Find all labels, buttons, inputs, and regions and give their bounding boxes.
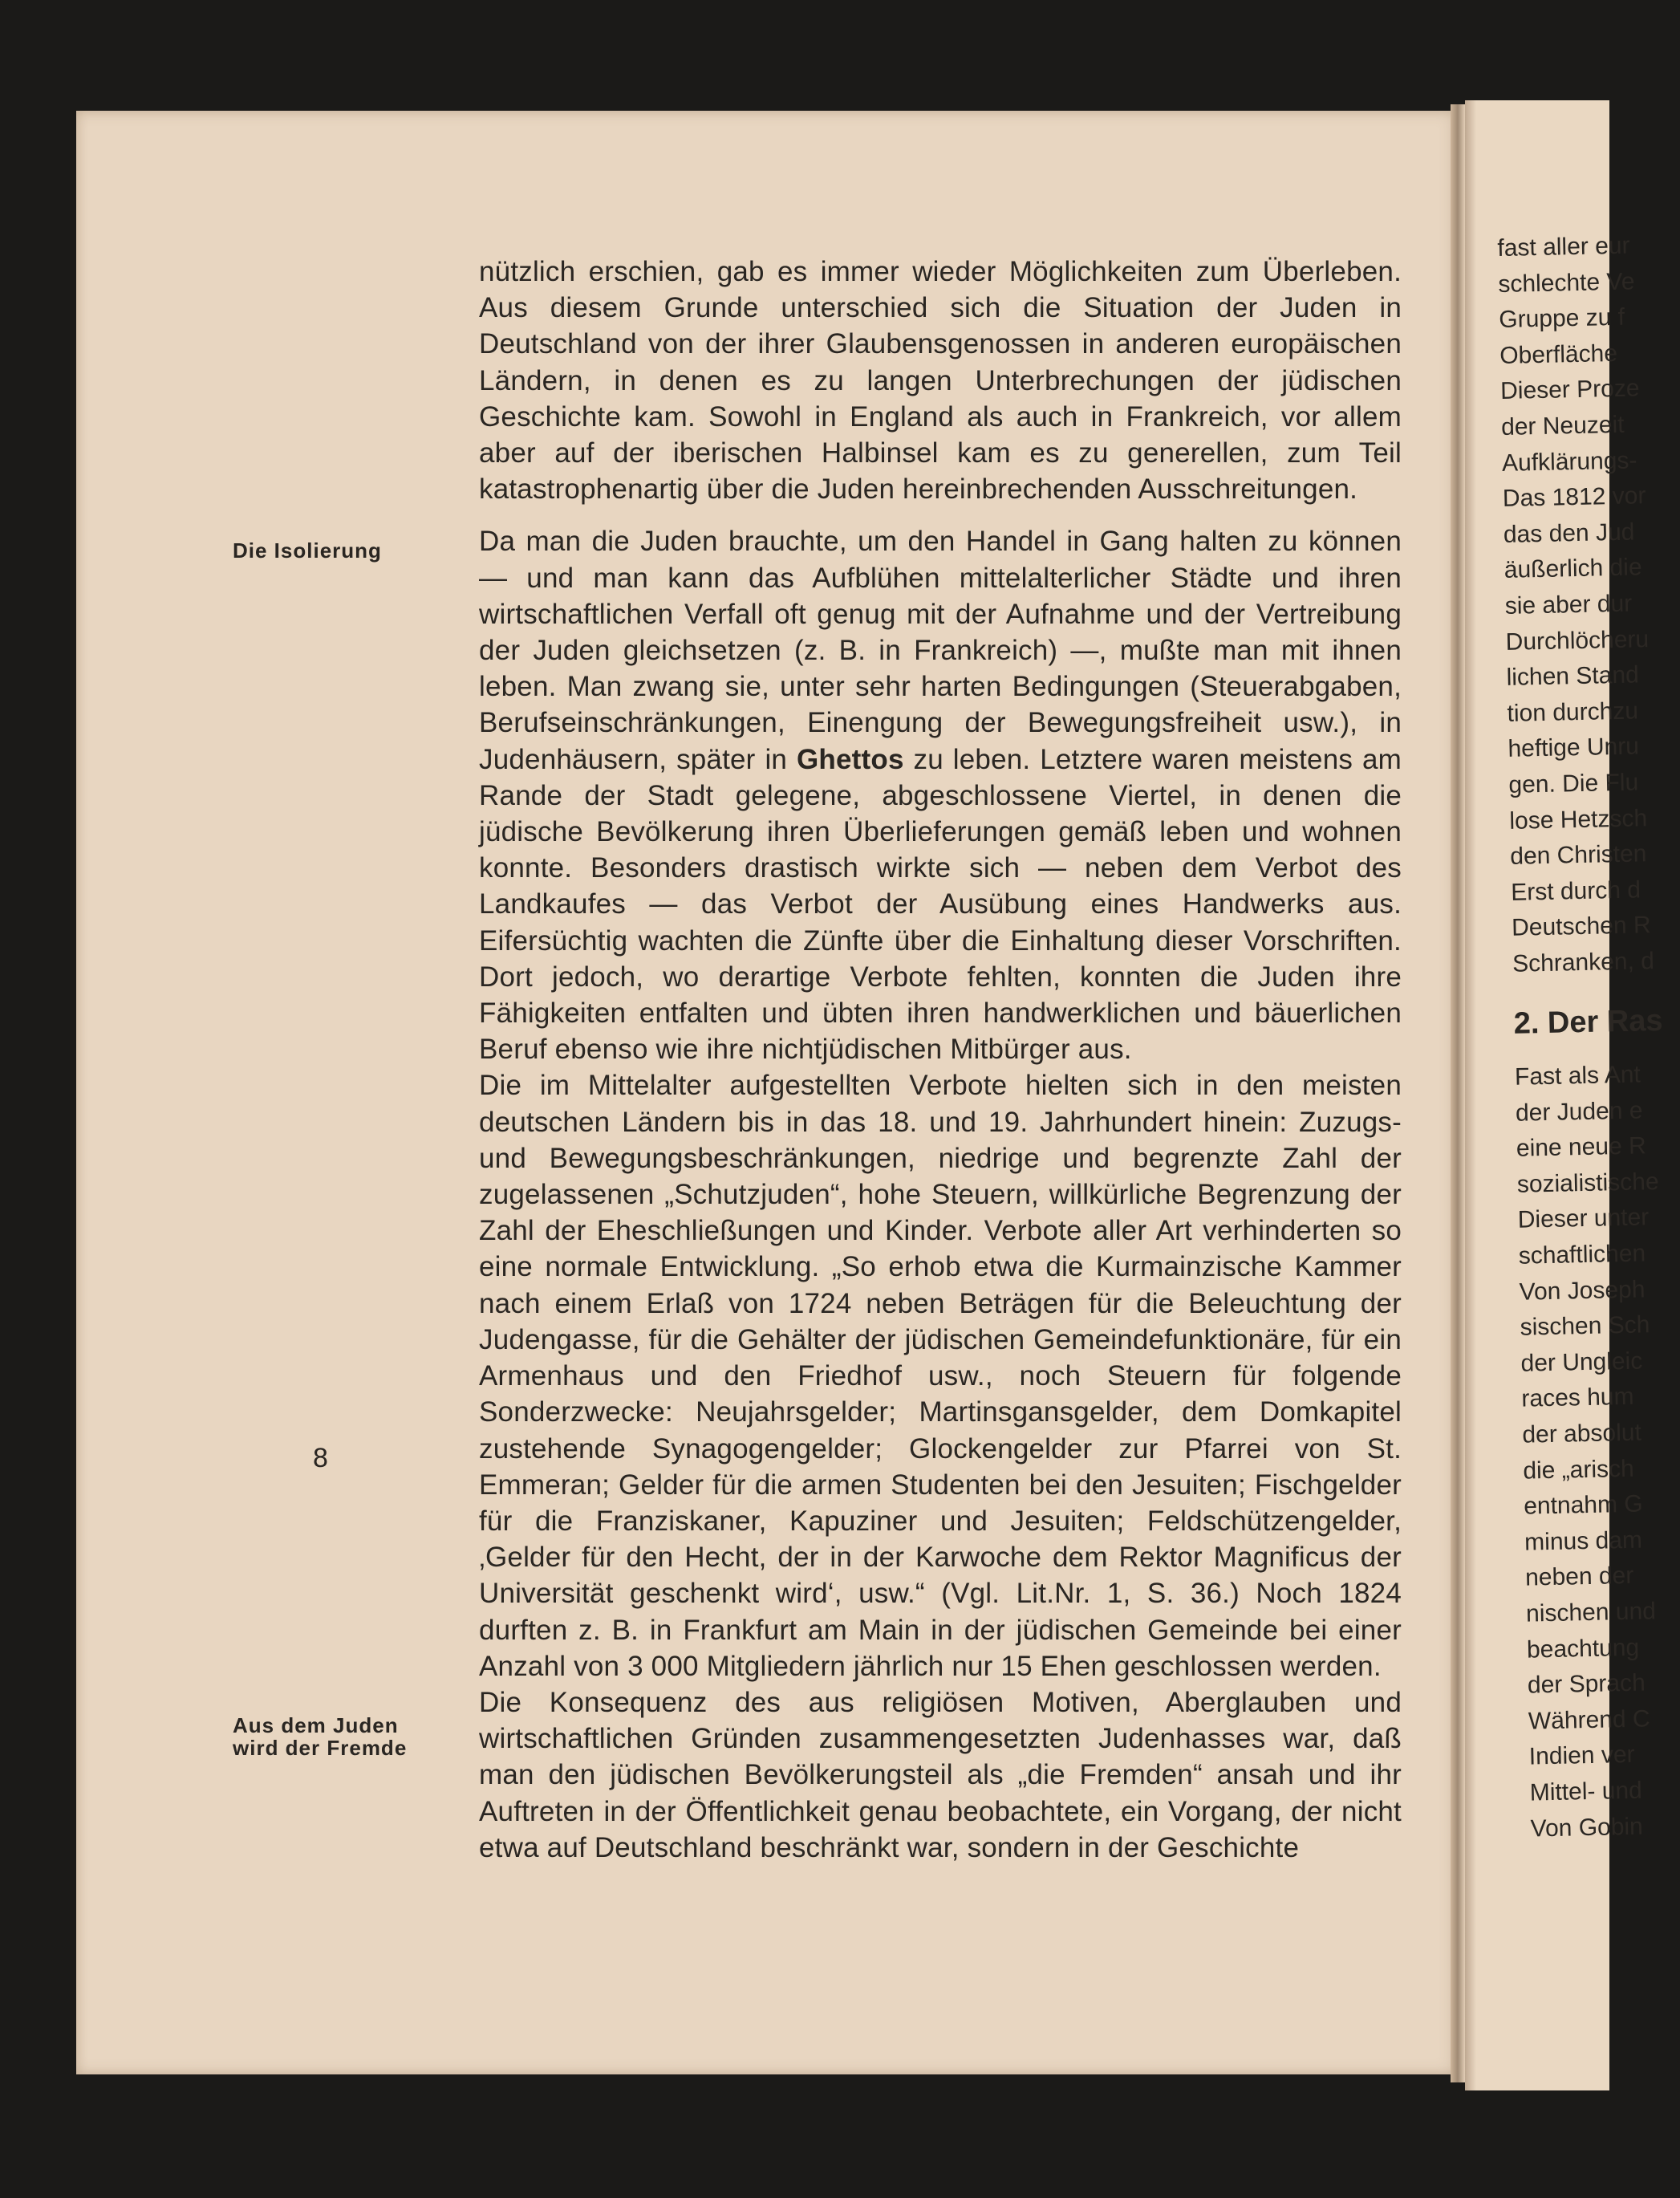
facing-page-line-top-3: Gruppe zu f [1498,303,1625,334]
facing-page-line-top-4: Oberfläche [1499,339,1618,369]
facing-page-line-bottom-15: neben der [1524,1562,1634,1592]
facing-page-line-bottom-19: Während C [1528,1705,1650,1735]
paragraph-2 [479,523,1402,1067]
facing-page-line-bottom-13: entnahm G [1523,1490,1644,1520]
main-text-column [479,254,1402,1866]
paragraph-2-text-b: zu leben. Letztere waren meistens am Rande der Stadt gelegene, abgeschlossene Viertel, in denen die jüdische Bevölkerung ihren Überlieferungen gemäß leben und wohnen konnte. Besonders drastisch wirkte sich — neben dem Verbot des Landkaufes — das Verbot der Ausübung eines Handwerks aus. Eifersüchtig wachten die Zünfte über die Einhaltung dieser Vorschriften. Dort jedoch, wo derartige Verbote fehlten, konnten die Juden ihre Fähigkeiten entfalten und übten ihren handwerklichen und bäuerlichen Beruf ebenso wie ihre nichtjüdischen Mitbürger aus. [479,743,1402,1066]
facing-page-line-bottom-9: der Ungleic [1520,1347,1643,1377]
paragraph-2-text-a: Da man die Juden brauchte, um den Handel in Gang halten zu können — und man kann das Aufblühen mittelalterlicher Städte und ihren wirtschaftlichen Verfall oft genug mit der Aufnahme und der Vertreibung der Juden gleichsetzen (z. B. in Frankreich) —, mußte man mit ihnen leben. Man zwang sie, unter sehr harten Bedingungen (Steuerabgaben, Berufseinschränkungen, Einengung der Bewegungsfreiheit usw.), in Judenhäusern, später in [479,526,1402,775]
facing-page-line-bottom-7: Von Joseph [1519,1276,1646,1306]
paragraph-4: Die Konsequenz des aus religiösen Motiven, Aberglauben und wirtschaftlichen Gründen zusammengesetzten Judenhasses war, daß man den jüdischen Bevölkerungsteil als „die Fremden“ ansah und ihr Auftreten in der Öffentlichkeit genau beobachtete, ein Vorgang, der nicht etwa auf Deutschland beschränkt war, sondern in der Geschichte [479,1686,1402,1863]
facing-page-line-top-16: gen. Die Flu [1508,769,1639,798]
facing-page-lines-bottom [1515,1057,1660,1847]
facing-page-line-bottom-22: Von Gobin [1530,1813,1644,1843]
facing-page-line-bottom-12: die „arisch [1523,1455,1635,1485]
facing-page-line-top-20: Deutschen R [1511,912,1651,942]
facing-page-line-top-14: tion durchzu [1507,697,1639,727]
facing-page-line-top-8: Das 1812 vor [1502,482,1646,513]
facing-page-line-bottom-5: Dieser unter [1517,1204,1650,1234]
ghettos-term: Ghettos [796,743,904,775]
facing-page-line-bottom-1: Fast als Ant [1514,1061,1641,1091]
facing-page-line-top-19: Erst durch d [1510,876,1641,906]
page-number: 8 [313,1443,328,1473]
facing-page-line-bottom-8: sischen Sch [1520,1311,1650,1341]
facing-page-line-bottom-21: Mittel- und [1529,1777,1643,1806]
facing-page-line-top-5: Dieser Proze [1499,375,1640,405]
margin-note-stranger-line1: Aus dem Juden [233,1713,399,1737]
paragraph-3: Die im Mittelalter aufgestellten Verbote hielten sich in den meisten deutschen Ländern bis in das 18. und 19. Jahrhundert hinein: Zuzugs- und Bewegungsbeschränkungen, niedrige und begrenzte Zahl der zugelassenen „Schutzjuden“, hohe Steuern, willkürliche Begrenzung der Zahl der Eheschließungen und Kinder. Verbote aller Art verhinderten so eine normale Entwicklung. „So erhob etwa die Kurmainzische Kammer nach einem Erlaß von 1724 neben Beträgen für die Beleuchtung der Judengasse, für die Gehälter der jüdischen Gemeindefunktionäre, für ein Armenhaus und den Friedhof usw., noch Steuern für folgende Sonderzwecke: Neujahrsgelder; Martinsgansgelder, dem Domkapitel zustehende Synagogengelder; Glockengelder zur Pfarrei von St. Emmeran; Gelder für die armen Studenten bei den Jesuiten; Fischgelder für die Franziskaner, Kapuziner und Jesuiten; Feldschützengelder, ‚Gelder für den Hecht, der in der Karwoche dem Rektor Magnificus der Universität geschenkt wird‘, usw.“ (Vgl. Lit.Nr. 1, S. 36.) Noch 1824 durften z. B. in Frankfurt am Main in der jüdischen Gemeinde bei einer Anzahl von 3 000 Mitgliedern jährlich nur 15 Ehen geschlossen werden. [479,1070,1402,1682]
book-gutter [1451,104,1465,2082]
facing-page-lines-top [1497,229,1655,983]
margin-note-isolation: Die Isolierung [233,538,382,563]
facing-page-line-top-10: äußerlich die [1503,554,1642,584]
facing-page-line-bottom-10: races hum [1521,1383,1634,1413]
facing-page-line-top-11: sie aber dur [1504,590,1633,620]
paragraph-1: nützlich erschien, gab es immer wieder Möglichkeiten zum Überleben. Aus diesem Grunde unterschied sich die Situation der Juden in Deutschland von der ihrer Glaubensgenossen in anderen europäischen Ländern, in denen es zu langen Unterbrechungen der jüdischen Geschichte kam. Sowohl in England als auch in Frankreich, vor allem aber auf der iberischen Halbinsel kam es zu generellen, zum Teil katastrophenartig über die Juden hereinbrechenden Ausschreitungen. [479,256,1402,506]
facing-page-line-bottom-2: der Juden e [1515,1097,1643,1127]
facing-page-heading: 2. Der Ras [1513,1004,1663,1042]
facing-page-line-top-6: der Neuzeit [1500,411,1625,441]
facing-page-line-top-17: lose Hetzsch [1509,804,1648,835]
facing-page-line-top-18: den Christen [1509,840,1647,870]
facing-page-line-bottom-4: sozialistische [1516,1168,1659,1198]
facing-page-line-bottom-6: schaftlichen [1518,1240,1646,1270]
margin-note-stranger [233,1714,425,1759]
facing-page-line-top-13: lichen Stand [1506,661,1640,691]
facing-page-line-top-9: das den Jud [1503,518,1635,548]
facing-page-line-bottom-14: minus dam [1524,1526,1643,1556]
facing-page-shadow [1465,100,1476,2090]
facing-page-line-top-15: heftige Unru [1508,733,1640,763]
facing-page-line-top-12: Durchlöcheru [1505,625,1650,656]
facing-page-line-bottom-17: beachtung [1526,1634,1640,1664]
facing-page-line-bottom-18: der Sprach [1527,1669,1646,1699]
facing-page-line-top-2: schlechte Ve [1498,268,1635,298]
facing-page-line-bottom-11: der absolut [1522,1419,1642,1448]
facing-page-line-bottom-20: Indien ver [1528,1741,1635,1770]
facing-page-line-top-7: Aufklärungs- [1501,446,1637,477]
facing-page-line-bottom-16: nischen und [1525,1598,1657,1627]
facing-page-line-top-1: fast aller eur [1497,232,1630,262]
facing-page-line-bottom-3: eine neue R [1516,1132,1647,1162]
facing-page-line-top-21: Schranken, d [1512,947,1655,977]
margin-note-stranger-line2: wird der Fremde [233,1736,408,1760]
